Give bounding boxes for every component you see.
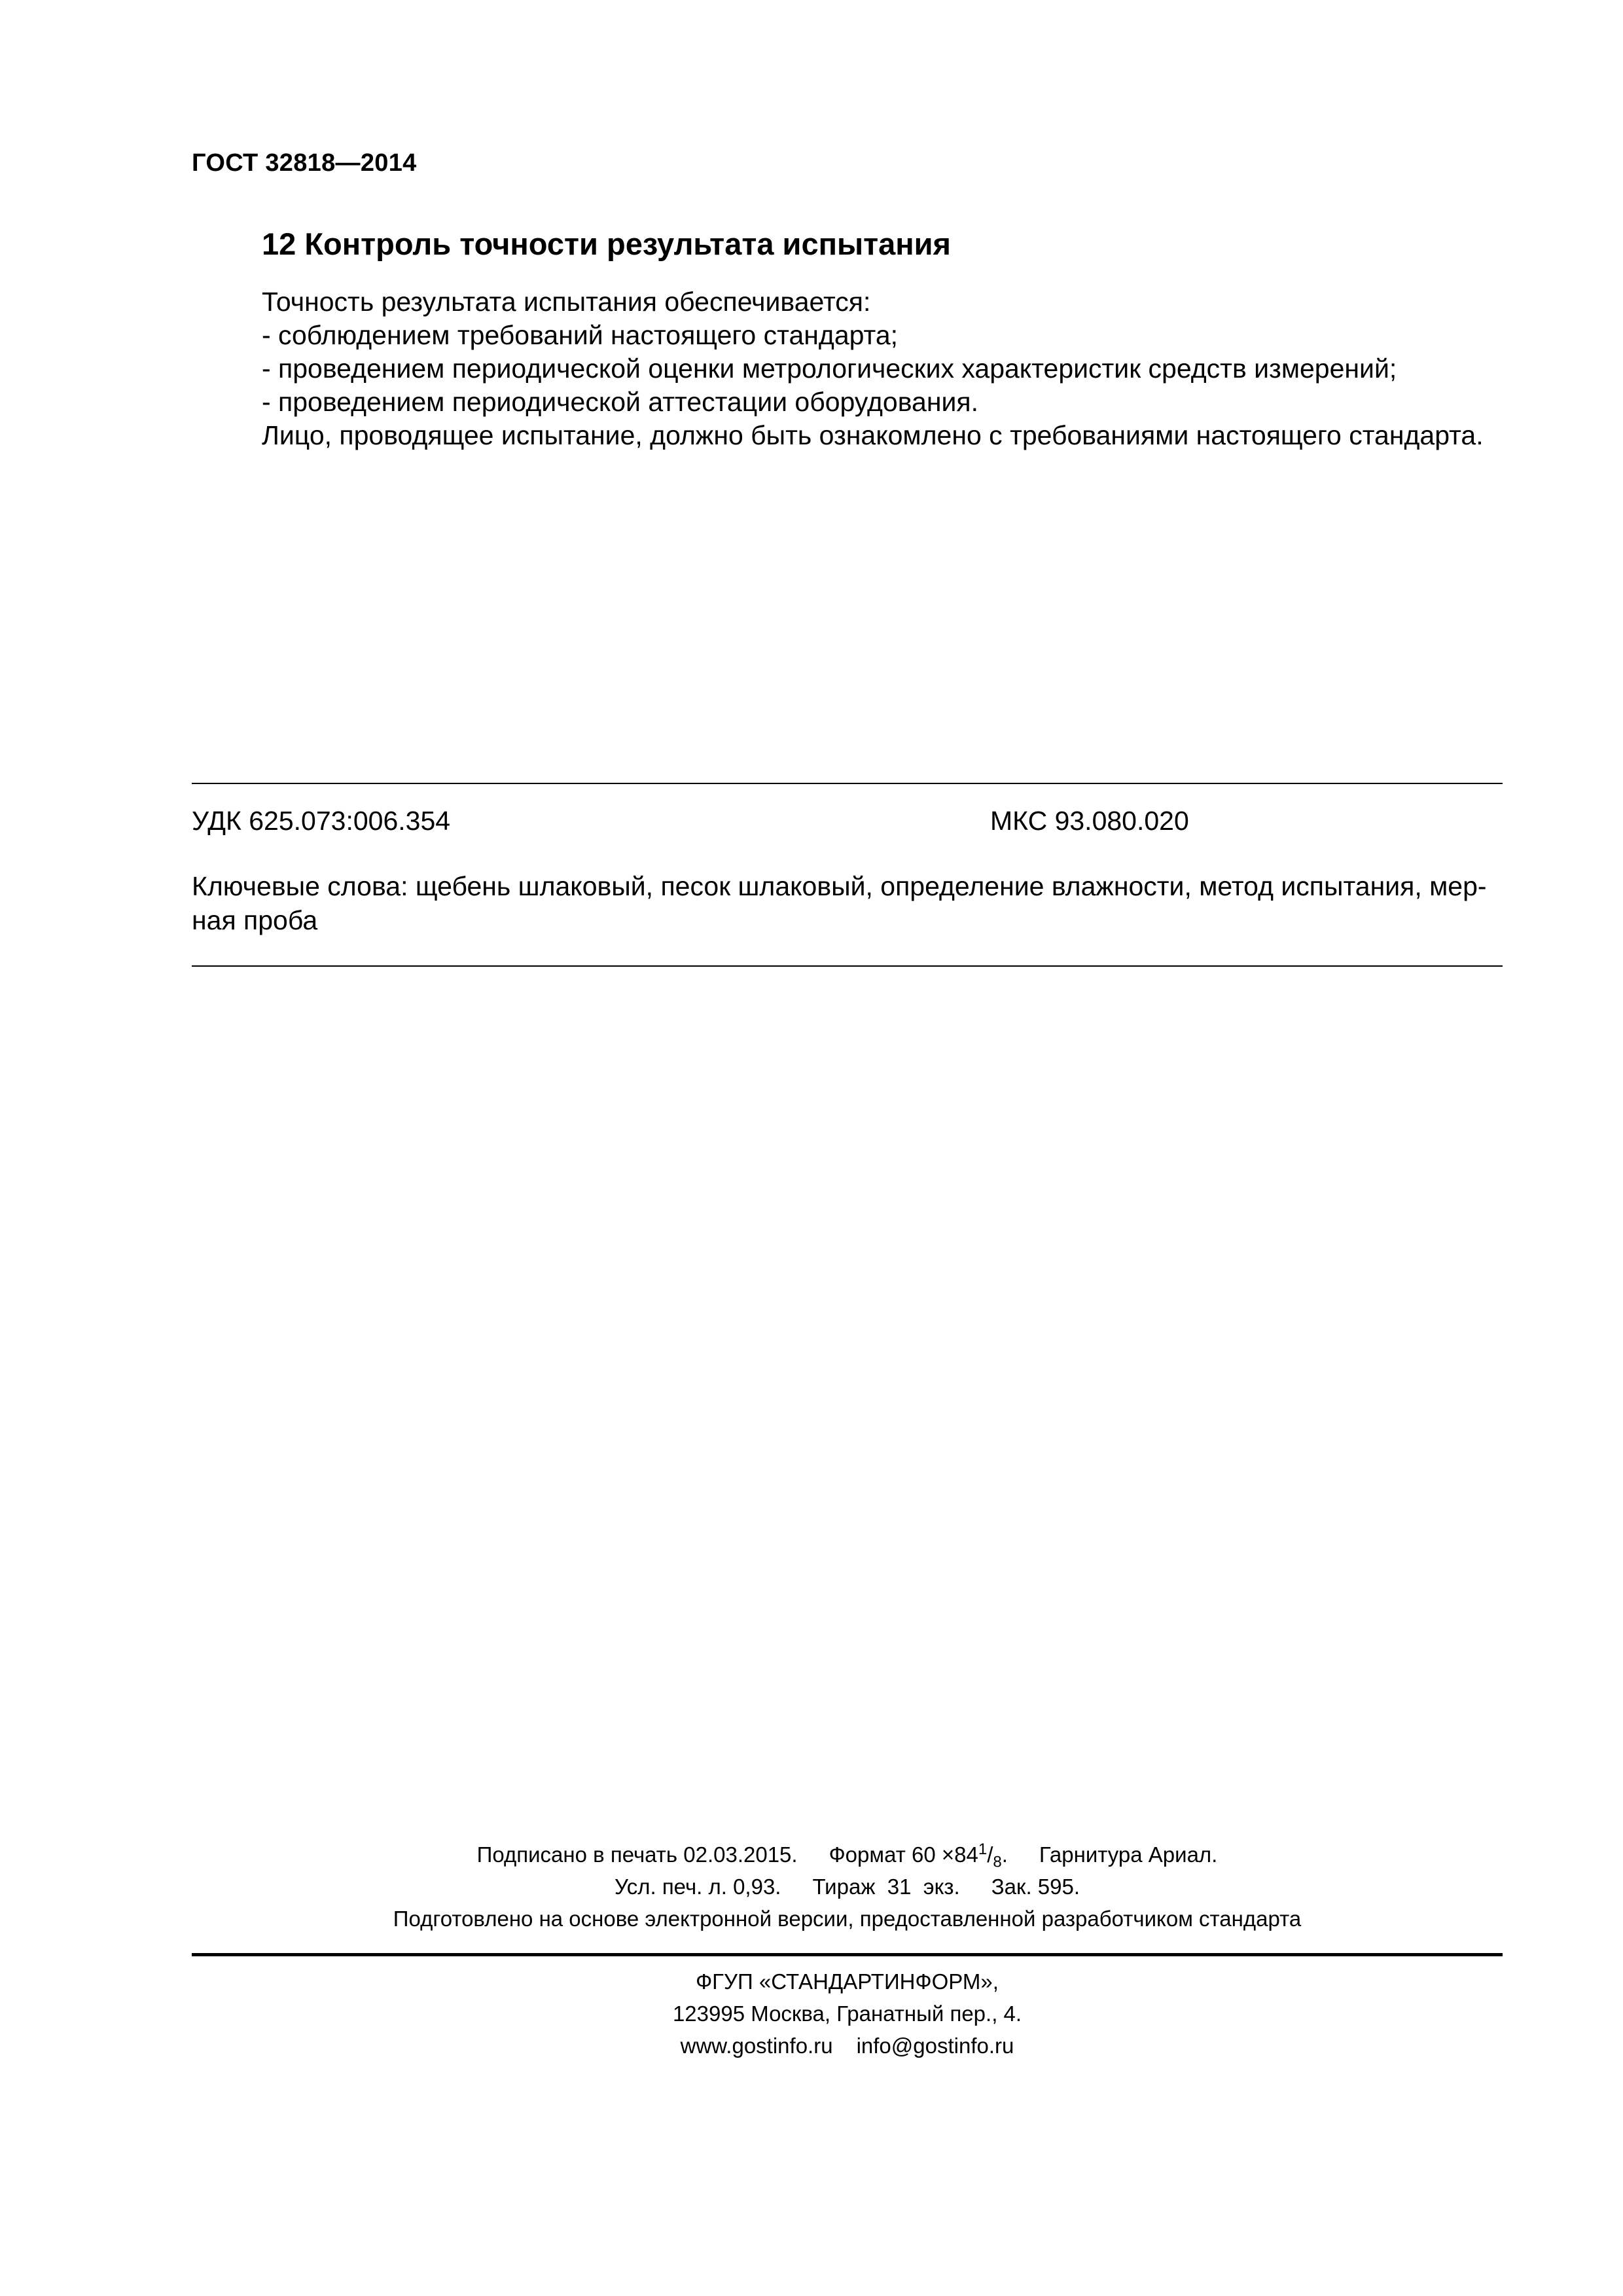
keywords-line-1: Ключевые слова: щебень шлаковый, песок шлаковый, определение влажности, метод испытания, мер- [192, 871, 1487, 901]
classification-bottom-rule [192, 965, 1503, 967]
order-number: Зак. 595. [991, 1874, 1080, 1899]
udk-code: УДК 625.073:006.354 [192, 806, 451, 836]
imprint-rule [192, 1953, 1503, 1956]
imprint-line-1 [192, 1839, 1503, 1871]
publisher-email-link[interactable]: info@gostinfo.ru [856, 2034, 1014, 2058]
typeface: Гарнитура Ариал. [1039, 1842, 1218, 1867]
section-heading: 12 Контроль точности результата испытания [262, 226, 951, 261]
keywords-line-2: ная проба [192, 905, 318, 935]
publisher-block [192, 1965, 1503, 2062]
publisher-address: 123995 Москва, Гранатный пер., 4. [672, 2001, 1022, 2026]
print-imprint [192, 1839, 1503, 1935]
signed-date: Подписано в печать 02.03.2015. [476, 1842, 798, 1867]
paper-format: Формат $60 \times 84^1/_8$. [829, 1840, 1008, 1871]
mks-code: МКС 93.080.020 [990, 806, 1189, 836]
document-number-header: ГОСТ 32818—2014 [192, 149, 417, 177]
imprint-line-2 [192, 1871, 1503, 1903]
publisher-website-link[interactable]: www.gostinfo.ru [680, 2034, 833, 2058]
section-body [262, 285, 1525, 452]
circulation: Тираж 31 экз. [812, 1874, 960, 1899]
body-line-personnel: Лицо, проводящее испытание, должно быть ознакомлено с требованиями настоящего стандарта. [262, 420, 1484, 450]
body-line-requirement-1: - соблюдением требований настоящего стандарта; [262, 320, 899, 350]
body-line-requirement-3: - проведением периодической аттестации оборудования. [262, 387, 978, 417]
classification-top-rule [192, 783, 1503, 784]
body-line-requirement-2: - проведением периодической оценки метрологических характеристик средств измерений; [262, 353, 1397, 384]
imprint-line-3: Подготовлено на основе электронной версии, предоставленной разработчиком стандарта [393, 1907, 1302, 1931]
publisher-name: ФГУП «СТАНДАРТИНФОРМ», [696, 1969, 999, 1994]
body-line-intro: Точность результата испытания обеспечивается: [262, 287, 871, 317]
printed-sheets: Усл. печ. л. 0,93. [614, 1874, 781, 1899]
keywords-block [192, 869, 1503, 937]
publisher-contacts [192, 2030, 1503, 2062]
